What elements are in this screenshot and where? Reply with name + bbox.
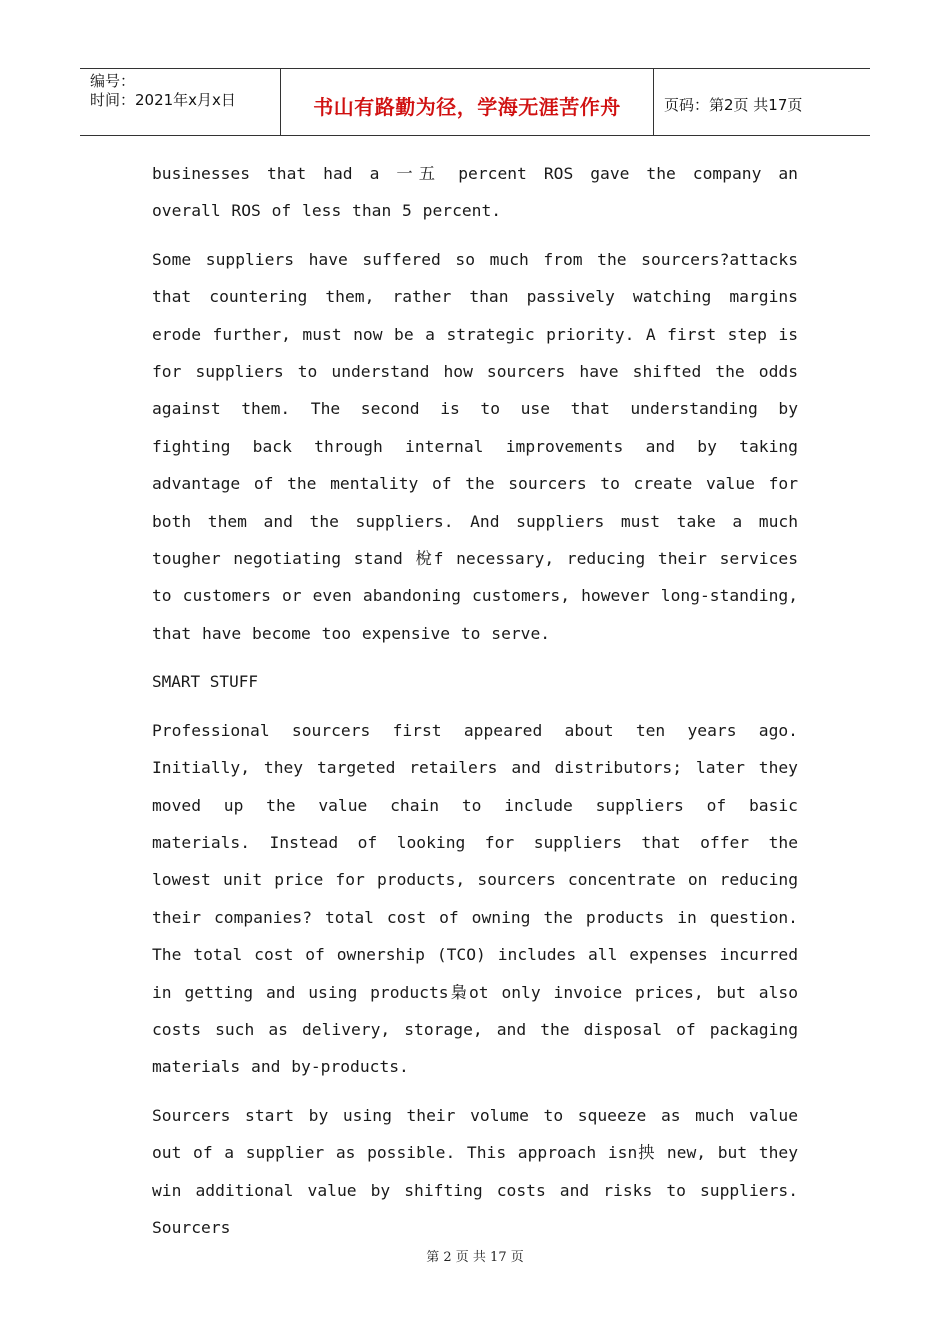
header-table [80, 68, 870, 136]
document-body [152, 155, 798, 1257]
header-meta-cell [80, 69, 281, 135]
motto-text: 书山有路勤为径，学海无涯苦作舟 [313, 95, 621, 119]
page-number-label: 页码：第2页 共17页 [664, 96, 803, 114]
page-footer: 第 2 页 共 17 页 [426, 1250, 524, 1265]
date-label: 时间：2021年x月x日 [90, 91, 236, 109]
serial-label: 编号： [90, 72, 136, 90]
paragraph: Some suppliers have suffered so much from the sourcers?attacks that countering them, rather than passively watching margins erode further, must now be a strategic priority. A first step is for suppliers to understand how sourcers have shifted the odds against them. The second is to use that understanding by fighting back through internal improvements and by taking advantage of the mentality of the sourcers to create value for both them and the suppliers. And suppliers must take a much tougher negotiating stand 梲f necessary, reducing their services to customers or even abandoning customers, however long-standing, that have become too expensive to serve. [152, 249, 798, 643]
paragraph: Professional sourcers first appeared about ten years ago. Initially, they targeted retailers and distributors; later they moved up the value chain to include suppliers of basic materials. Instead of looking for suppliers that offer the lowest unit price for products, sourcers concentrate on reducing their companies? total cost of owning the products in question. The total cost of ownership (TCO) includes all expenses incurred in getting and using products梟ot only invoice prices, but also costs such as delivery, storage, and the disposal of packaging materials and by-products. [152, 720, 798, 1077]
paragraph: Sourcers start by using their volume to squeeze as much value out of a supplier as possible. This approach isn抰 new, but they win additional value by shifting costs and risks to suppliers. Sourcers [152, 1105, 798, 1237]
section-heading: SMART STUFF [152, 672, 258, 692]
paragraph: businesses that had a 一五 percent ROS gave the company an overall ROS of less than 5 percent. [152, 164, 798, 221]
header-page-cell [654, 69, 870, 135]
header-motto-cell [281, 69, 654, 135]
